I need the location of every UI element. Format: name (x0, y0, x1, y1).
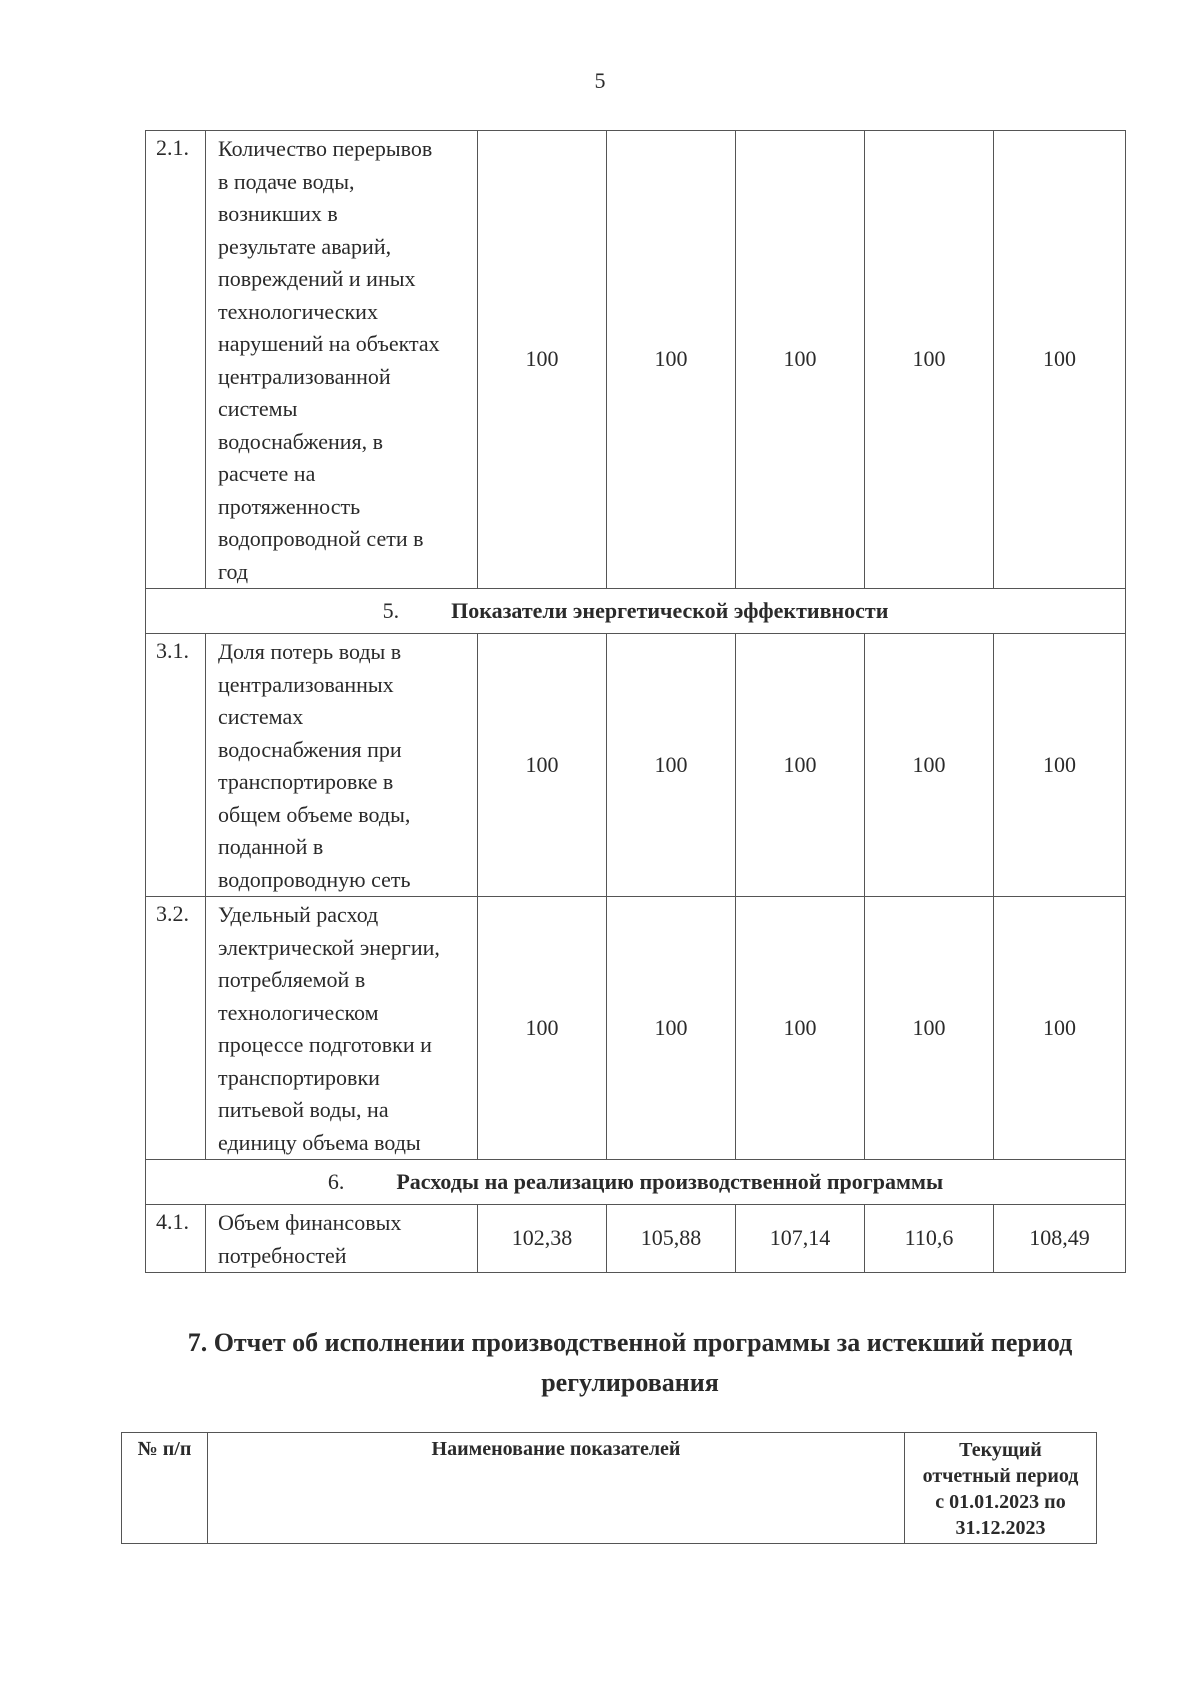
value-cell: 100 (478, 131, 607, 589)
indicator-name-line: Доля потерь воды в (218, 639, 402, 664)
table-row (146, 131, 1126, 589)
indicator-name-line: Количество перерывов (218, 136, 433, 161)
indicator-name-line: возникших в (218, 201, 338, 226)
indicator-name-line: централизованной (218, 363, 391, 389)
report-heading-line: 7. Отчет об исполнении производственной программы за истекший период (187, 1328, 1073, 1357)
value-cell: 100 (736, 897, 865, 1160)
value-cell: 102,38 (478, 1205, 607, 1273)
indicator-name-line: водопроводную сеть (218, 866, 411, 892)
indicator-name-line: Удельный расход (218, 902, 379, 927)
indicator-name-line: электрической энергии, (218, 934, 440, 960)
value-cell: 100 (994, 634, 1126, 897)
value-cell: 100 (736, 131, 865, 589)
row-number: 2.1. (146, 131, 206, 589)
section-title: Показатели энергетической эффективности (451, 597, 889, 623)
indicator-name-line: водоснабжения, в (218, 428, 384, 454)
indicator-name-line: Объем финансовых (218, 1210, 402, 1235)
indicator-name-line: в подаче воды, (218, 168, 355, 194)
indicator-name (206, 634, 478, 897)
indicator-name-line: транспортировки (218, 1064, 380, 1090)
value-cell: 100 (607, 634, 736, 897)
indicator-name-line: единицу объема воды (218, 1129, 421, 1155)
value-cell: 100 (736, 634, 865, 897)
value-cell: 100 (994, 131, 1126, 589)
indicator-name-line: питьевой воды, на (218, 1097, 389, 1122)
indicator-name (206, 897, 478, 1160)
indicator-name-line: общем объеме воды, (218, 801, 411, 827)
indicator-name-line: технологическом (218, 999, 379, 1025)
indicator-name (206, 131, 478, 589)
indicator-name-line: протяженность (218, 493, 361, 519)
report-header-row (122, 1433, 1097, 1544)
indicator-name-line: системы (218, 396, 298, 421)
section-cell (146, 1160, 1126, 1205)
value-cell: 100 (865, 131, 994, 589)
indicator-name-line: год (218, 558, 249, 584)
indicator-name-line: расчете на (218, 461, 316, 486)
section-cell (146, 589, 1126, 634)
table-row (146, 897, 1126, 1160)
indicator-name-line: поданной в (218, 834, 324, 859)
report-heading-line: регулирования (541, 1368, 719, 1397)
value-cell: 107,14 (736, 1205, 865, 1273)
report-header-num: № п/п (122, 1433, 208, 1544)
report-heading (120, 1323, 1140, 1403)
indicator-name-line: процессе подготовки и (218, 1032, 432, 1057)
section-title: Расходы на реализацию производственной программы (396, 1168, 944, 1194)
section-row (146, 1160, 1126, 1205)
value-cell: 100 (607, 897, 736, 1160)
table-row (146, 634, 1126, 897)
report-header-period-line: с 01.01.2023 по (935, 1491, 1066, 1513)
report-header-period (905, 1433, 1097, 1544)
indicator-name (206, 1205, 478, 1273)
row-number: 4.1. (146, 1205, 206, 1273)
value-cell: 100 (865, 634, 994, 897)
value-cell: 108,49 (994, 1205, 1126, 1273)
report-header-period-line: 31.12.2023 (955, 1517, 1046, 1539)
report-header-period-line: отчетный период (922, 1465, 1079, 1487)
value-cell: 110,6 (865, 1205, 994, 1273)
row-number: 3.1. (146, 634, 206, 897)
section-row (146, 589, 1126, 634)
page-number: 5 (594, 68, 606, 93)
value-cell: 100 (478, 897, 607, 1160)
row-number: 3.2. (146, 897, 206, 1160)
indicator-name-line: нарушений на объектах (218, 331, 440, 356)
value-cell: 100 (994, 897, 1126, 1160)
value-cell: 100 (865, 897, 994, 1160)
indicator-name-line: потребностей (218, 1242, 347, 1268)
indicator-name-line: потребляемой в (218, 967, 366, 992)
indicator-name-line: транспортировке в (218, 769, 394, 794)
section-number: 5. (382, 597, 400, 623)
indicator-name-line: водоснабжения при (218, 736, 402, 762)
report-table (121, 1432, 1097, 1544)
indicator-name-line: водопроводной сети в (218, 526, 424, 551)
report-header-period-line: Текущий (959, 1439, 1042, 1461)
indicator-name-line: повреждений и иных (218, 266, 416, 291)
indicators-table (145, 130, 1126, 1273)
value-cell: 100 (607, 131, 736, 589)
section-number: 6. (327, 1168, 345, 1194)
value-cell: 105,88 (607, 1205, 736, 1273)
report-header-name: Наименование показателей (208, 1433, 905, 1544)
indicator-name-line: результате аварий, (218, 233, 392, 259)
indicator-name-line: системах (218, 704, 304, 729)
value-cell: 100 (478, 634, 607, 897)
indicator-name-line: технологических (218, 298, 378, 324)
indicator-name-line: централизованных (218, 671, 394, 697)
table-row (146, 1205, 1126, 1273)
